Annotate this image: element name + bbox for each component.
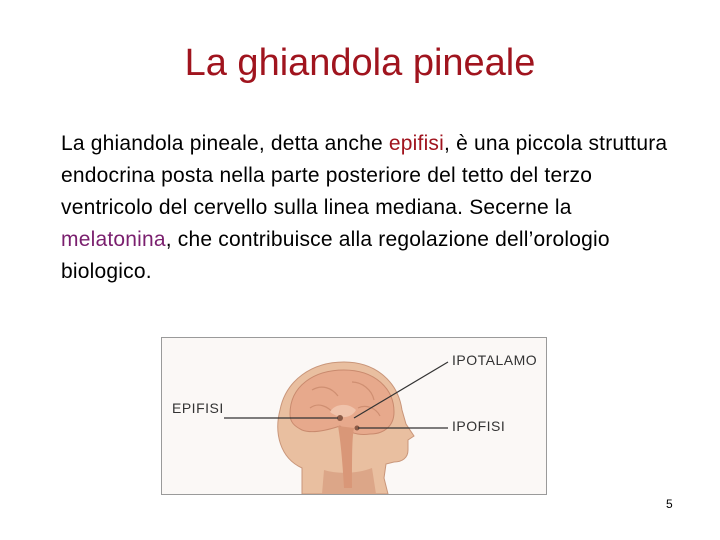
label-ipotalamo: IPOTALAMO bbox=[452, 352, 538, 368]
slide-title: La ghiandola pineale bbox=[184, 42, 536, 84]
label-ipofisi: IPOFISI bbox=[452, 418, 506, 434]
label-epifisi: EPIFISI bbox=[172, 400, 224, 416]
body-paragraph bbox=[61, 128, 681, 288]
body-text-part1: La ghiandola pineale, detta anche bbox=[61, 132, 389, 155]
brain-anatomy-figure bbox=[161, 337, 547, 495]
term-epifisi: epifisi bbox=[388, 132, 444, 155]
body-text-part3: , che contribuisce alla regolazione dell’orologio biologico. bbox=[61, 228, 610, 283]
body-text-part2: , è una piccola struttura endocrina posta nella parte posteriore del tetto del terzo ventricolo del cervello sulla linea mediana. Secerne la bbox=[61, 132, 668, 219]
term-melatonina: melatonina bbox=[61, 228, 166, 251]
page-number: 5 bbox=[666, 497, 673, 511]
